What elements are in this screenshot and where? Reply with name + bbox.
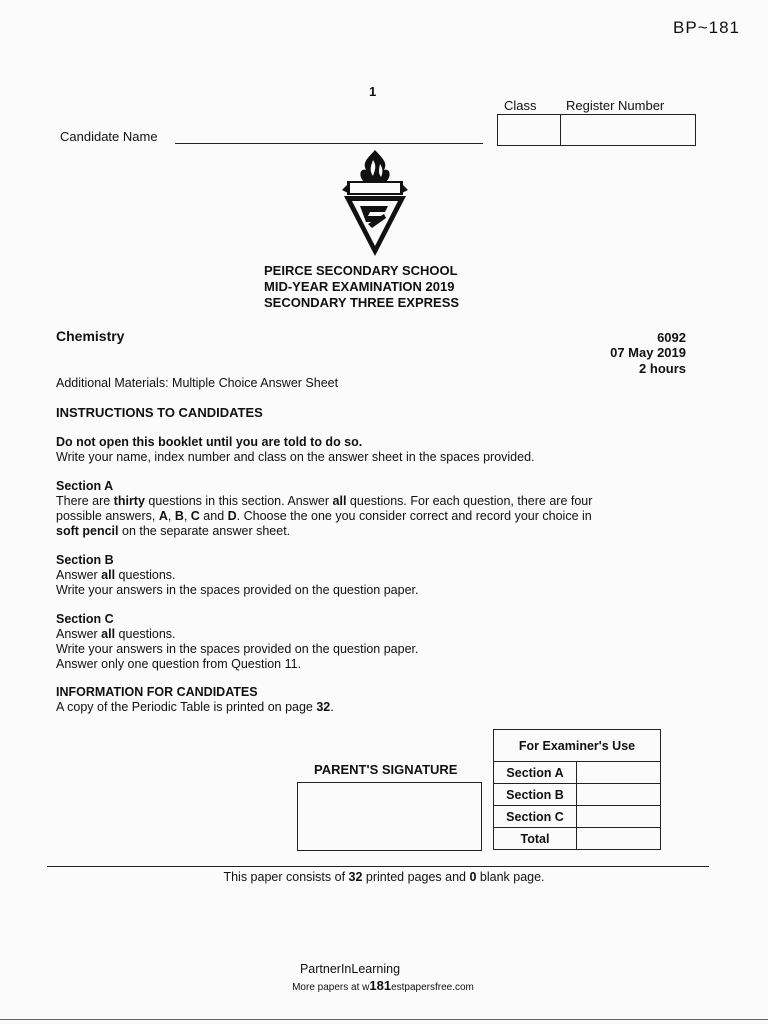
examiner-use-table — [493, 729, 661, 850]
section-a-line2: possible answers, A, B, C and D. Choose the one you consider correct and record your choice in — [56, 509, 592, 523]
section-b-instructions — [56, 553, 696, 598]
paper-code: 6092 — [657, 330, 686, 345]
document-reference: BP~181 — [673, 18, 740, 37]
page-number: 1 — [369, 84, 377, 99]
exam-duration: 2 hours — [639, 361, 686, 376]
class-register-box — [497, 114, 696, 146]
bottom-edge-line — [0, 1019, 768, 1020]
section-c-line2: Write your answers in the spaces provided on the question paper. — [56, 642, 419, 656]
parent-signature-box — [297, 782, 482, 851]
information-block — [56, 685, 696, 715]
candidate-name-line — [175, 143, 483, 144]
examiner-row-score — [577, 806, 661, 828]
divider — [47, 866, 709, 867]
table-row — [494, 806, 661, 828]
footer-brand: PartnerInLearning — [299, 962, 401, 976]
examiner-row-score — [577, 784, 661, 806]
school-name: PEIRCE SECONDARY SCHOOL — [264, 263, 458, 278]
section-a-line1: There are thirty questions in this section. Answer all questions. For each question, there are four — [56, 494, 593, 508]
exam-date: 07 May 2019 — [610, 345, 686, 360]
periodic-table-note: A copy of the Periodic Table is printed on page 32. — [56, 700, 334, 714]
school-crest-icon — [340, 148, 410, 258]
examiner-use-heading: For Examiner's Use — [494, 730, 661, 762]
section-a-line3: soft pencil on the separate answer sheet. — [56, 524, 291, 538]
examiner-row-label: Section A — [494, 762, 577, 784]
parent-signature-label: PARENT'S SIGNATURE — [314, 762, 458, 777]
section-c-line3: Answer only one question from Question 11. — [56, 657, 302, 671]
footer-website: More papers at w181estpapersfree.com — [292, 978, 474, 993]
subject-title: Chemistry — [56, 328, 125, 344]
information-heading: INFORMATION FOR CANDIDATES — [56, 685, 258, 699]
section-c-title: Section C — [56, 612, 114, 626]
instructions-heading: INSTRUCTIONS TO CANDIDATES — [56, 405, 263, 420]
section-b-line1: Answer all questions. — [56, 568, 176, 582]
instructions-general — [56, 435, 696, 465]
candidate-name-label: Candidate Name — [60, 129, 158, 144]
exam-title: MID-YEAR EXAMINATION 2019 — [264, 279, 455, 294]
examiner-row-score — [577, 762, 661, 784]
section-c-line1: Answer all questions. — [56, 627, 176, 641]
table-row — [494, 828, 661, 850]
additional-materials: Additional Materials: Multiple Choice Answer Sheet — [56, 376, 339, 390]
class-label: Class — [504, 98, 537, 113]
examiner-row-label: Section B — [494, 784, 577, 806]
section-c-instructions — [56, 612, 696, 672]
examiner-row-label: Section C — [494, 806, 577, 828]
write-name-text: Write your name, index number and class on the answer sheet in the spaces provided. — [56, 450, 535, 464]
exam-level: SECONDARY THREE EXPRESS — [264, 295, 460, 310]
table-row — [494, 762, 661, 784]
table-row — [494, 784, 661, 806]
register-number-label: Register Number — [566, 98, 665, 113]
section-b-line2: Write your answers in the spaces provided on the question paper. — [56, 583, 419, 597]
do-not-open-text: Do not open this booklet until you are told to do so. — [56, 435, 363, 449]
section-b-title: Section B — [56, 553, 114, 567]
section-a-instructions — [56, 479, 696, 539]
examiner-row-score — [577, 828, 661, 850]
page-count-note: This paper consists of 32 printed pages and 0 blank page. — [223, 870, 545, 884]
examiner-row-label: Total — [494, 828, 577, 850]
section-a-title: Section A — [56, 479, 114, 493]
